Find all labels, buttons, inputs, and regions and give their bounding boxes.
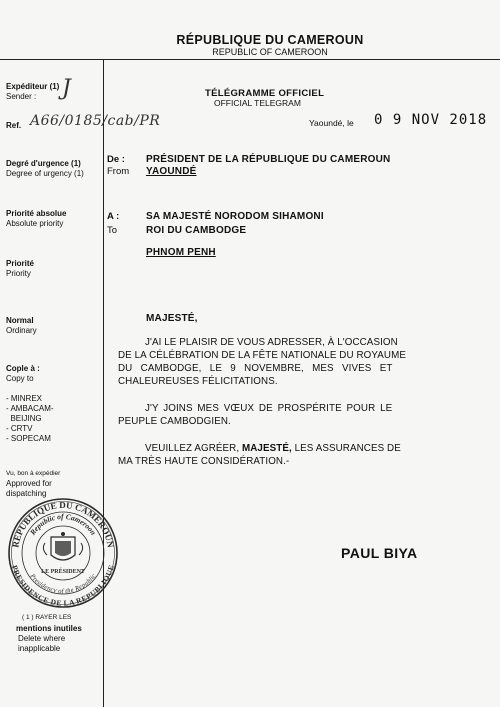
normal-en: Ordinary — [6, 326, 37, 335]
telegram-title-en: OFFICIAL TELEGRAM — [214, 98, 301, 108]
paragraph-1-line-4: CHALEUREUSES FÉLICITATIONS. — [118, 376, 278, 387]
seal-inner-top-text: Republic of Cameroon — [27, 511, 99, 537]
header-divider — [0, 59, 500, 60]
copy-item: BEIJING — [6, 414, 42, 423]
to-label-fr: A : — [107, 211, 120, 222]
to-label-en: To — [107, 225, 118, 236]
ref-handwritten: A66/0185/cab/PR — [30, 113, 161, 129]
copy-item: - SOPECAM — [6, 434, 51, 443]
date-stamp: 0 9 NOV 2018 — [374, 112, 488, 128]
closing-majeste: MAJESTÉ, — [242, 443, 292, 454]
absolute-priority-en: Absolute priority — [6, 219, 64, 228]
footnote-2: mentions inutiles — [16, 624, 82, 633]
seal-outer-bottom-text: PRESIDENCE DE LA REPUBLIQUE — [10, 564, 116, 608]
date-label: Yaoundé, le — [309, 118, 354, 128]
to-line-2: ROI DU CAMBODGE — [146, 225, 247, 236]
to-line-3: PHNOM PENH — [146, 247, 216, 258]
priority-en: Priority — [6, 269, 31, 278]
paragraph-2-line-1: J'Y JOINS MES VŒUX DE PROSPÉRITE POUR LE — [145, 403, 393, 414]
paragraph-1-line-3: DU CAMBODGE, LE 9 NOVEMBRE, MES VIVES ET — [118, 363, 393, 374]
closing-part-a: VEUILLEZ AGRÉER, — [145, 443, 240, 454]
paragraph-1-line-1: J'AI LE PLAISIR DE VOUS ADRESSER, À L'OCCASION — [145, 337, 398, 348]
sender-label-en: Sender : — [6, 92, 37, 101]
presidential-seal — [7, 497, 119, 609]
country-title-fr: RÉPUBLIQUE DU CAMEROUN — [176, 33, 364, 47]
priority-fr: Priorité — [6, 259, 35, 268]
closing-part-c: LES ASSURANCES DE — [294, 443, 401, 454]
from-label-fr: De : — [107, 154, 125, 165]
from-line-2: YAOUNDÉ — [146, 166, 197, 177]
from-line-1: PRÉSIDENT DE LA RÉPUBLIQUE DU CAMEROUN — [146, 154, 391, 165]
paragraph-2-line-2: PEUPLE CAMBODGIEN. — [118, 416, 231, 427]
to-line-1: SA MAJESTÉ NORODOM SIHAMONI — [146, 211, 324, 222]
absolute-priority-fr: Priorité absolue — [6, 209, 67, 218]
seal-inner-bottom-text: Presidency of the Republic — [28, 572, 98, 596]
dispatch-label-en-2: dispatching — [6, 489, 47, 498]
copy-label-fr: Cople à : — [6, 364, 40, 373]
signature: PAUL BIYA — [341, 545, 418, 561]
sender-label-fr: Expéditeur (1) — [6, 82, 60, 91]
coat-of-arms-icon — [43, 532, 82, 560]
seal-center-text: LE PRÉSIDENT — [41, 569, 85, 575]
paragraph-1-line-2: DE LA CÉLÉBRATION DE LA FÊTE NATIONALE DU ROYAUME — [118, 350, 406, 361]
urgency-label-en: Degree of urgency (1) — [6, 169, 84, 178]
copy-item: - MINREX — [6, 394, 42, 403]
footnote-1: ( 1 ) RAYER LES — [22, 614, 72, 621]
seal-outer-top-text: REPUBLIQUE DU CAMEROUN — [10, 499, 116, 549]
urgency-label-fr: Degré d'urgence (1) — [6, 159, 81, 168]
from-label-en: From — [107, 166, 130, 177]
telegram-title-fr: TÉLÉGRAMME OFFICIEL — [205, 88, 325, 99]
paragraph-3-line-2: MA TRÈS HAUTE CONSIDÉRATION.- — [118, 456, 290, 467]
copy-item: - CRTV — [6, 424, 33, 433]
dispatch-label-fr: Vu, bon à expédier — [6, 470, 61, 477]
paragraph-3-line-1 — [145, 443, 448, 455]
copy-label-en: Copy to — [6, 374, 34, 383]
sender-handwritten: J — [62, 76, 71, 101]
sidebar-divider — [103, 59, 104, 707]
dispatch-label-en-1: Approved for — [6, 479, 52, 488]
country-title-en: REPUBLIC OF CAMEROON — [212, 47, 328, 57]
copy-item: - AMBACAM- — [6, 404, 54, 413]
footnote-4: inapplicable — [18, 644, 61, 653]
ref-label: Ref. — [6, 121, 22, 130]
normal-fr: Normal — [6, 316, 34, 325]
footnote-3: Delete where — [18, 634, 66, 643]
salutation: MAJESTÉ, — [146, 313, 198, 324]
